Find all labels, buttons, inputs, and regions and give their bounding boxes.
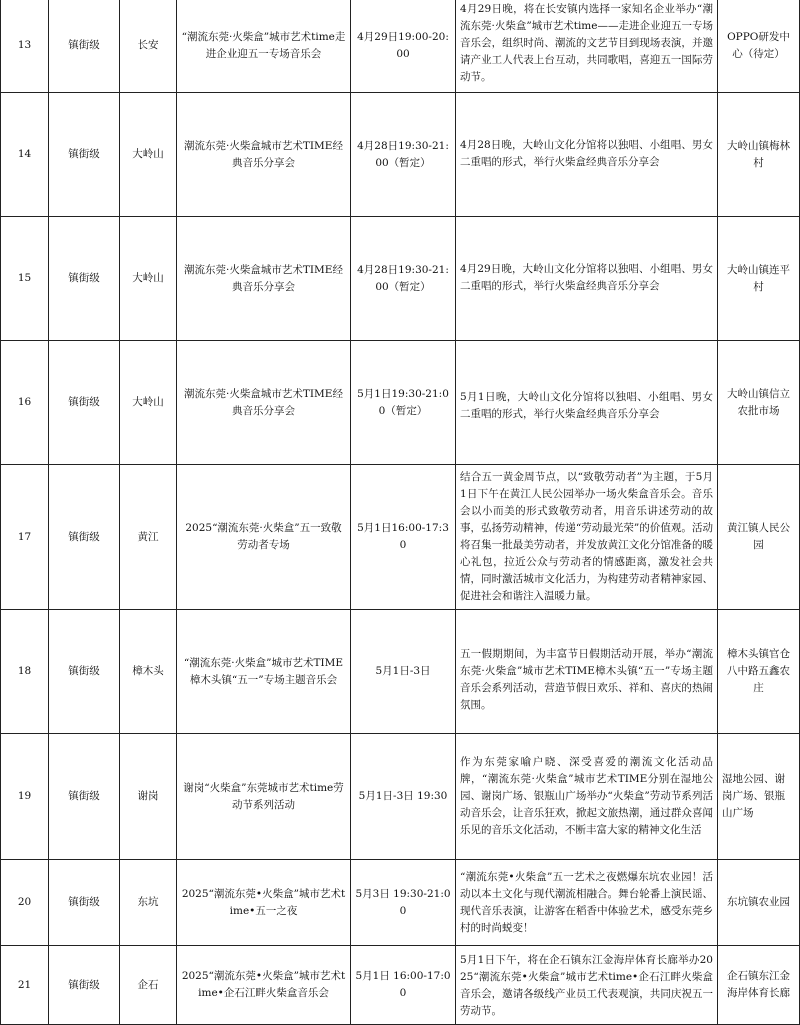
row-time: 5月1日 16:00-17:00 [351,946,456,1025]
row-level: 镇街级 [49,0,120,93]
row-location: 东坑镇农业园 [718,860,800,946]
row-number: 17 [1,465,49,610]
row-town: 谢岗 [120,734,177,860]
row-town: 大岭山 [120,217,177,341]
row-location: 大岭山镇梅林村 [718,93,800,217]
row-description: 4月28日晚，大岭山文化分馆将以独唱、小组唱、男女二重唱的形式，举行火柴盒经典音乐分享会 [456,93,718,217]
table-row [1,734,800,860]
row-number: 16 [1,341,49,465]
row-location: 大岭山镇信立农批市场 [718,341,800,465]
row-number: 14 [1,93,49,217]
row-time: 5月1日-3日 [351,610,456,734]
row-town: 长安 [120,0,177,93]
row-level: 镇街级 [49,465,120,610]
row-description: 5月1日晚，大岭山文化分馆将以独唱、小组唱、男女二重唱的形式，举行火柴盒经典音乐分享会 [456,341,718,465]
row-town: 企石 [120,946,177,1025]
row-time: 4月29日19:00-20:00 [351,0,456,93]
row-level: 镇街级 [49,946,120,1025]
row-description: 4月29日晚，大岭山文化分馆将以独唱、小组唱、男女二重唱的形式，举行火柴盒经典音乐分享会 [456,217,718,341]
row-description: 作为东莞家喻户晓、深受喜爱的潮流文化活动品牌，“潮流东莞·火柴盒”城市艺术TIME分别在湿地公园、谢岗广场、银瓶山广场举办“火柴盒”劳动节系列活动音乐会，让音乐狂欢，掀起文旅热潮，通过群众喜闻乐见的音乐文化活动，不断丰富大家的精神文化生活 [456,734,718,860]
row-town: 东坑 [120,860,177,946]
row-description: “潮流东莞•火柴盒”五一艺术之夜燃爆东坑农业园！活动以本土文化与现代潮流相融合。舞台轮番上演民谣、现代音乐表演，让游客在稻香中体验艺术，感受东莞乡村的时尚蜕变！ [456,860,718,946]
row-location: 湿地公园、谢岗广场、银瓶山广场 [718,734,800,860]
table-row [1,946,800,1025]
row-number: 18 [1,610,49,734]
row-title: 2025“潮流东莞•火柴盒”城市艺术time•五一之夜 [177,860,351,946]
row-location: 企石镇东江金海岸体育长廊 [718,946,800,1025]
row-town: 大岭山 [120,341,177,465]
table-row [1,860,800,946]
row-time: 4月28日19:30-21:00（暂定） [351,217,456,341]
row-description: 5月1日下午，将在企石镇东江金海岸体育长廊举办2025“潮流东莞•火柴盒”城市艺术time•企石江畔火柴盒音乐会，邀请各级线产业员工代表观演，共同庆祝五一劳动节。 [456,946,718,1025]
row-title: “潮流东莞·火柴盒”城市艺术time走进企业迎五一专场音乐会 [177,0,351,93]
row-number: 19 [1,734,49,860]
row-description: 五一假期期间，为丰富节日假期活动开展，举办“潮流东莞·火柴盒”城市艺术TIME樟木头镇“五一”专场主题音乐会系列活动，营造节假日欢乐、祥和、喜庆的热闹氛围。 [456,610,718,734]
row-title: 潮流东莞·火柴盒城市艺术TIME经典音乐分享会 [177,217,351,341]
row-title: 2025“潮流东莞•火柴盒”城市艺术time•企石江畔火柴盒音乐会 [177,946,351,1025]
row-title: 潮流东莞·火柴盒城市艺术TIME经典音乐分享会 [177,341,351,465]
row-location: OPPO研发中心（待定） [718,0,800,93]
table-row [1,93,800,217]
row-location: 黄江镇人民公园 [718,465,800,610]
row-location: 大岭山镇连平村 [718,217,800,341]
row-title: 谢岗“火柴盒”东莞城市艺术time劳动节系列活动 [177,734,351,860]
row-title: 潮流东莞·火柴盒城市艺术TIME经典音乐分享会 [177,93,351,217]
row-location: 樟木头镇官仓八中路五鑫农庄 [718,610,800,734]
row-time: 5月1日-3日 19:30 [351,734,456,860]
table-row [1,610,800,734]
row-number: 13 [1,0,49,93]
row-number: 20 [1,860,49,946]
row-description: 4月29日晚，将在长安镇内选择一家知名企业举办“潮流东莞·火柴盒”城市艺术time——走进企业迎五一专场音乐会，组织时尚、潮流的文艺节目到现场表演，并邀请产业工人代表上台互动，共同歌唱，喜迎五一国际劳动节。 [456,0,718,93]
row-title: 2025“潮流东莞·火柴盒”五一致敬劳动者专场 [177,465,351,610]
table-row [1,465,800,610]
row-town: 大岭山 [120,93,177,217]
row-number: 15 [1,217,49,341]
row-level: 镇街级 [49,217,120,341]
row-level: 镇街级 [49,860,120,946]
row-level: 镇街级 [49,734,120,860]
row-title: “潮流东莞·火柴盒”城市艺术TIME樟木头镇“五一”专场主题音乐会 [177,610,351,734]
row-level: 镇街级 [49,341,120,465]
row-description: 结合五一黄金周节点，以“致敬劳动者”为主题，于5月1日下午在黄江人民公园举办一场火柴盒音乐会。音乐会以小而美的形式致敬劳动者，用音乐讲述劳动的故事，弘扬劳动精神，传递“劳动最光荣”的价值观。活动将召集一批最美劳动者，并发放黄江文化分馆准备的暖心礼包，拉近公众与劳动者的情感距离，激发社会共情，同时激活城市文化活力，为构建劳动者精神家园、促进社会和谐注入温暖力量。 [456,465,718,610]
row-town: 樟木头 [120,610,177,734]
table-row [1,0,800,93]
row-number: 21 [1,946,49,1025]
table-row [1,341,800,465]
row-time: 5月3日 19:30-21:00 [351,860,456,946]
row-time: 5月1日19:30-21:00（暂定） [351,341,456,465]
row-time: 4月28日19:30-21:00（暂定） [351,93,456,217]
row-level: 镇街级 [49,93,120,217]
row-town: 黄江 [120,465,177,610]
table-row [1,217,800,341]
row-level: 镇街级 [49,610,120,734]
row-time: 5月1日16:00-17:30 [351,465,456,610]
